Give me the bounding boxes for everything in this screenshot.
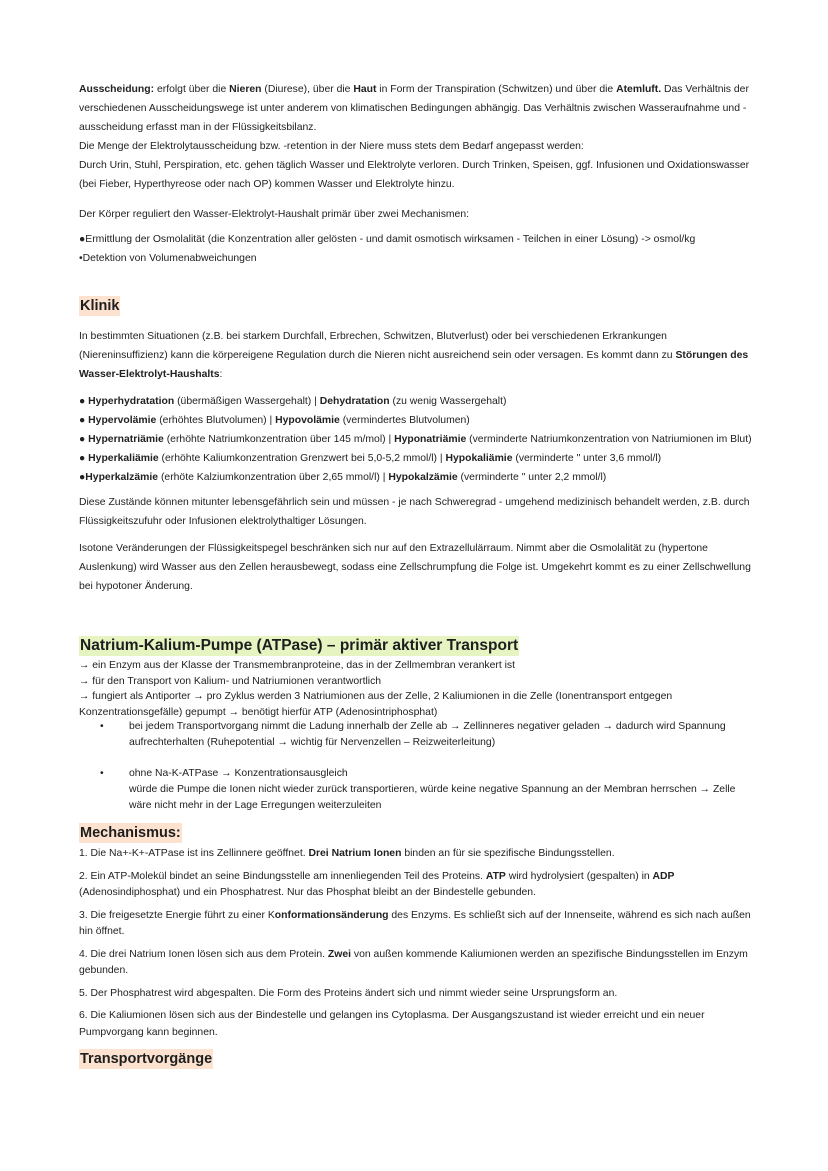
regulation-intro: Der Körper reguliert den Wasser-Elektrolyt-Haushalt primär über zwei Mechanismen: [79,209,469,220]
pumpe-line-1: → ein Enzym aus der Klasse der Transmembranproteine, das in der Zellmembran verankert ist [79,660,516,671]
regulation-section [79,205,754,268]
klinik-item: ● Hypervolämie (erhöhtes Blutvolumen) | Hypovolämie (vermindertes Blutvolumen) [79,415,470,426]
pumpe-lines [79,658,754,720]
pumpe-line-3: → fungiert als Antiporter → pro Zyklus werden 3 Natriumionen aus der Zelle, 2 Kaliumionen in die Zelle (Ionentransport entgegen Konzentrationsgefälle) gepumpt → benötigt hierfür ATP (Adenosintriphosphat) [79,691,673,718]
verlust-line: Durch Urin, Stuhl, Perspiration, etc. gehen täglich Wasser und Elektrolyte verloren. Durch Trinken, Speisen, ggf. Infusionen und Oxidationswasser (bei Fieber, Hyperthyreose oder nach OP) kommen Wasser und Elektrolyte hinzu. [79,160,750,190]
klinik-paragraph: In bestimmten Situationen (z.B. bei starkem Durchfall, Erbrechen, Schwitzen, Blutverlust) oder bei verschiedenen Erkrankungen (Niereninsuffizienz) kann die körpereigene Regulation durch die Nieren nicht ausreichend sein oder versagen. Es kommt dann zu Störungen des Wasser-Elektrolyt-Haushalts: [79,331,749,380]
bullet-icon: • [100,721,104,732]
pumpe-bullet-2: • ohne Na-K-ATPase → Konzentrationsausgleich würde die Pumpe die Ionen nicht wieder zurück transportieren, würde keine negative Spannung an der Membran herrschen → Zelle wäre nicht mehr in der Lage Erregungen weiterzuleiten [100,768,736,811]
mechanismus-section [79,846,754,1041]
step-4: 4. Die drei Natrium Ionen lösen sich aus dem Protein. Zwei von außen kommende Kaliumionen werden an spezifische Bindungsstellen im Enzym gebunden. [79,948,748,976]
step-2: 2. Ein ATP-Molekül bindet an seine Bindungsstelle am innenliegenden Teil des Proteins. ATP wird hydrolysiert (gespalten) in ADP (Adenosindiphosphat) und ein Phosphatrest. Nur das Phosphat bleibt an der Bindestelle gebunden. [79,870,675,898]
step-5: 5. Der Phosphatrest wird abgespalten. Die Form des Proteins ändert sich und nimmt wieder seine Ursprungsform an. [79,987,618,999]
klinik-isotone-paragraph: Isotone Veränderungen der Flüssigkeitspegel beschränken sich nur auf den Extrazellulärraum. Nimmt aber die Osmolalität zu (hypertone Auslenkung) wird Wasser aus den Zellen herausbewegt, sodass eine Zellschrumpfung die Folge ist. Umgekehrt kommt es zu einer Zellschwellung bei hypotoner Änderung. [79,543,751,592]
pumpe-bullet-1: • bei jedem Transportvorgang nimmt die Ladung innerhalb der Zelle ab → Zellinneres negativer geladen → dadurch wird Spannung aufrechterhalten (Ruhepotential → wichtig für Nervenzellen – Reizweiterleitung) [100,721,726,748]
ausscheidung-section [79,80,754,194]
bullet-icon: ● [79,434,86,445]
step-6: 6. Die Kaliumionen lösen sich aus der Bindestelle und gelangen ins Cytoplasma. Der Ausgangszustand ist wieder erreicht und ein neuer Pumpvorgang kann beginnen. [79,1010,705,1038]
bullet-icon: ● [79,234,86,245]
klinik-item: ● Hyperhydratation (übermäßigen Wassergehalt) | Dehydratation (zu wenig Wassergehalt) [79,396,507,407]
klinik-danger-paragraph: Diese Zustände können mitunter lebensgefährlich sein und müssen - je nach Schweregrad - umgehend medizinisch behandelt werden, z.B. durch Flüssigkeitszufuhr oder Infusionen elektrolythaltiger Lösungen. [79,497,750,527]
klinik-item: ●Hyperkalzämie (erhöte Kalziumkonzentration über 2,65 mmol/l) | Hypokalzämie (verminderte " unter 2,2 mmol/l) [79,472,607,483]
klinik-heading: Klinik [80,298,120,314]
bullet-icon: ● [79,415,86,426]
bullet-icon: ● [79,472,86,483]
mechanismus-heading: Mechanismus: [80,825,181,841]
regulation-bullet-2: •Detektion von Volumenabweichungen [79,253,257,264]
elektrolyt-line: Die Menge der Elektrolytausscheidung bzw. -retention in der Niere muss stets dem Bedarf angepasst werden: [79,141,584,152]
step-3: 3. Die freigesetzte Energie führt zu einer Konformationsänderung des Enzyms. Es schließt sich auf der Innenseite, während es sich nach außen hin öffnet. [79,909,751,937]
pumpe-line-2: → für den Transport von Kalium- und Natriumionen verantwortlich [79,675,382,687]
klinik-item: ● Hypernatriämie (erhöhte Natriumkonzentration über 145 m/mol) | Hyponatriämie (verminderte Natriumkonzentration von Natriumionen im Blut) [79,434,752,445]
bullet-icon: • [100,768,104,779]
ausscheidung-paragraph: Ausscheidung: erfolgt über die Nieren (Diurese), über die Haut in Form der Transpiration (Schwitzen) und über die Atemluft. Das Verhältnis der verschiedenen Ausscheidungswege ist unter anderem von klimatischen Bedingungen abhängig. Das Verhältnis zwischen Wasseraufnahme und -ausscheidung erfasst man in der Flüssigkeitsbilanz. [79,84,749,133]
bullet-icon: ● [79,396,86,407]
regulation-bullet-1: ●Ermittlung der Osmolalität (die Konzentration aller gelösten - und damit osmotisch wirksamen - Teilchen in einer Lösung) -> osmol/kg [79,234,696,245]
transport-heading: Transportvorgänge [80,1051,213,1067]
pumpe-heading: Natrium-Kalium-Pumpe (ATPase) – primär aktiver Transport [80,637,519,654]
bullet-icon: • [79,253,83,264]
bullet-icon: ● [79,453,86,464]
klinik-item: ● Hyperkaliämie (erhöhte Kaliumkonzentration Grenzwert bei 5,0-5,2 mmol/l) | Hypokaliämie (verminderte " unter 3,6 mmol/l) [79,453,662,464]
step-1: 1. Die Na+-K+-ATPase ist ins Zellinnere geöffnet. Drei Natrium Ionen binden an für sie spezifische Bindungsstellen. [79,848,615,859]
klinik-section [79,327,754,596]
